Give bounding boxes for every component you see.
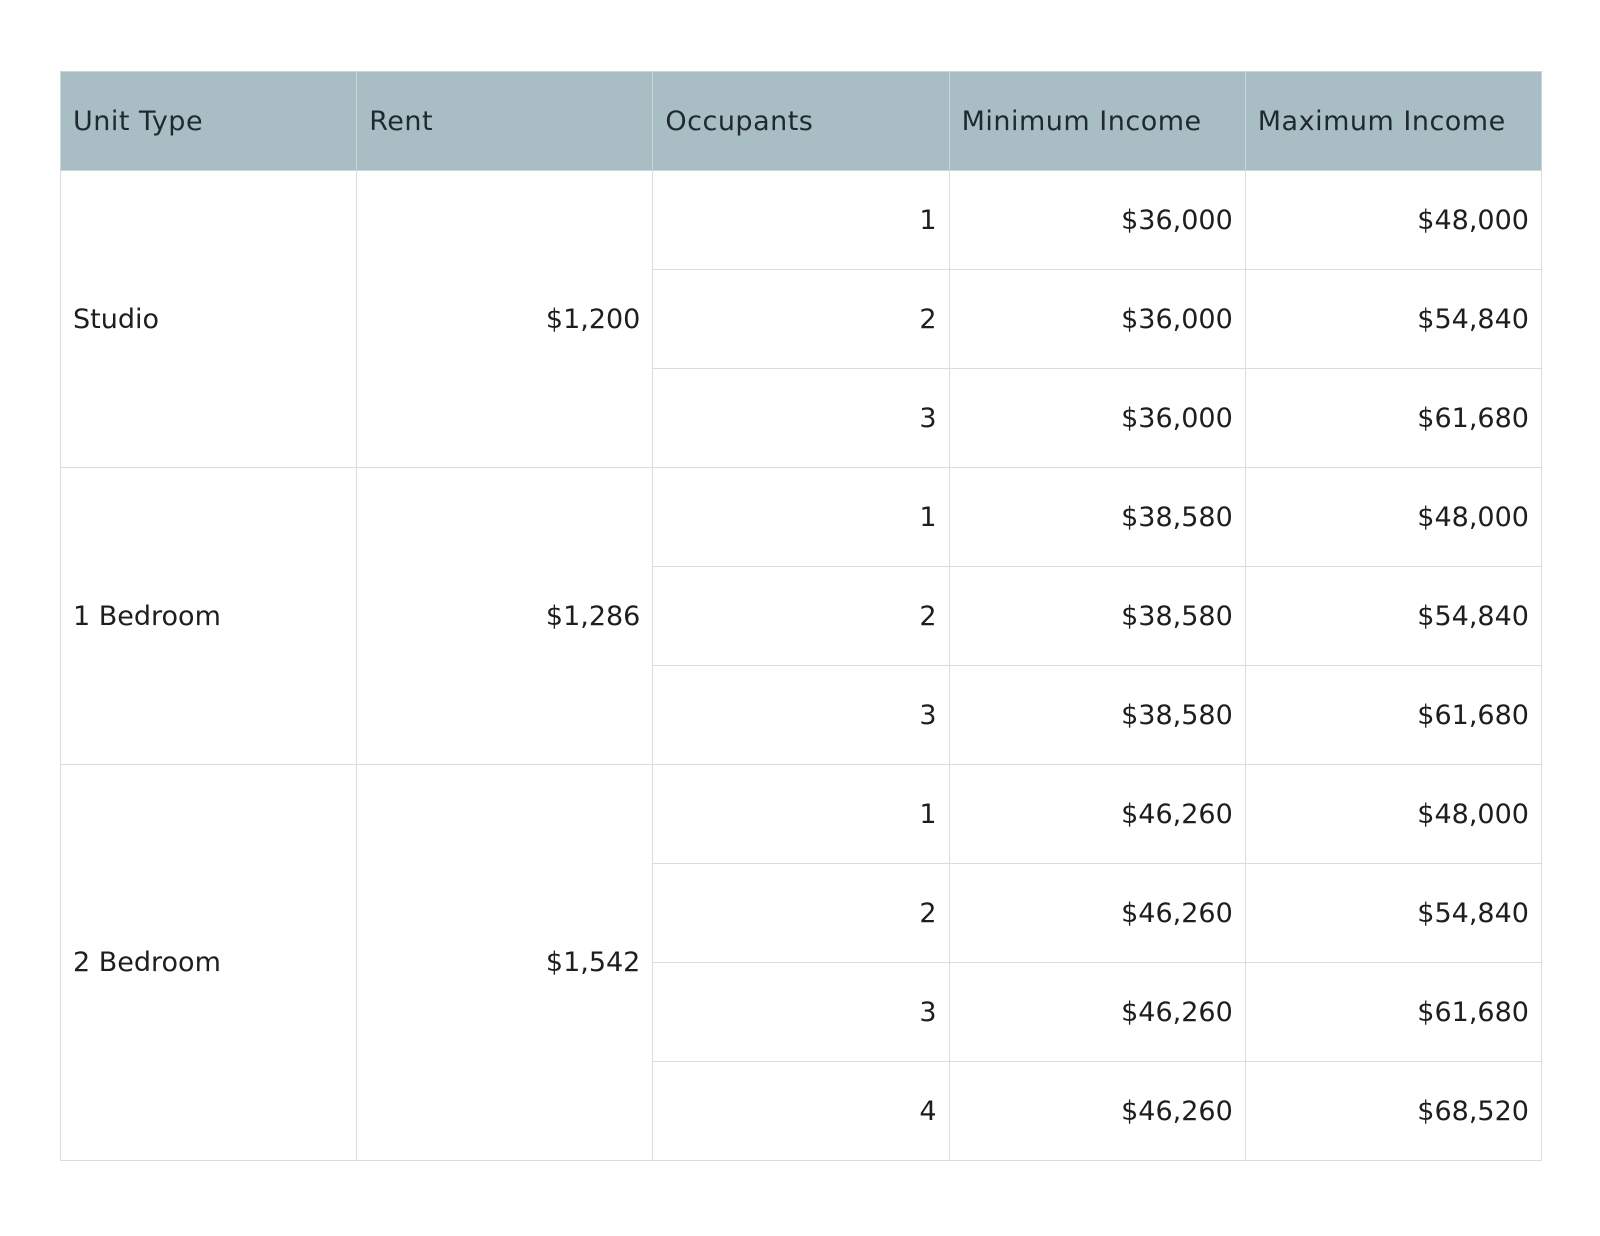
occupants-cell: 2 xyxy=(653,864,949,963)
minimum-income-cell: $38,580 xyxy=(949,666,1245,765)
maximum-income-cell: $61,680 xyxy=(1245,963,1541,1062)
maximum-income-cell: $54,840 xyxy=(1245,864,1541,963)
table-header xyxy=(61,72,1542,171)
header-rent: Rent xyxy=(357,72,653,171)
maximum-income-cell: $68,520 xyxy=(1245,1062,1541,1161)
occupants-cell: 3 xyxy=(653,666,949,765)
header-maximum-income: Maximum Income xyxy=(1245,72,1541,171)
occupants-cell: 1 xyxy=(653,765,949,864)
occupants-cell: 4 xyxy=(653,1062,949,1161)
minimum-income-cell: $36,000 xyxy=(949,171,1245,270)
table-row xyxy=(61,171,1542,270)
header-row xyxy=(61,72,1542,171)
occupants-cell: 3 xyxy=(653,369,949,468)
minimum-income-cell: $36,000 xyxy=(949,270,1245,369)
header-occupants: Occupants xyxy=(653,72,949,171)
header-minimum-income: Minimum Income xyxy=(949,72,1245,171)
header-unit-type: Unit Type xyxy=(61,72,357,171)
occupants-cell: 2 xyxy=(653,270,949,369)
rent-cell: $1,200 xyxy=(357,171,653,468)
income-limits-table xyxy=(60,71,1542,1161)
occupants-cell: 2 xyxy=(653,567,949,666)
table-row xyxy=(61,468,1542,567)
rent-cell: $1,286 xyxy=(357,468,653,765)
occupants-cell: 1 xyxy=(653,468,949,567)
minimum-income-cell: $46,260 xyxy=(949,864,1245,963)
minimum-income-cell: $46,260 xyxy=(949,963,1245,1062)
maximum-income-cell: $48,000 xyxy=(1245,171,1541,270)
maximum-income-cell: $61,680 xyxy=(1245,369,1541,468)
minimum-income-cell: $46,260 xyxy=(949,1062,1245,1161)
maximum-income-cell: $48,000 xyxy=(1245,468,1541,567)
minimum-income-cell: $36,000 xyxy=(949,369,1245,468)
table-body xyxy=(61,171,1542,1161)
rent-cell: $1,542 xyxy=(357,765,653,1161)
unit-type-cell: 1 Bedroom xyxy=(61,468,357,765)
table-row xyxy=(61,765,1542,864)
unit-type-cell: Studio xyxy=(61,171,357,468)
unit-type-cell: 2 Bedroom xyxy=(61,765,357,1161)
maximum-income-cell: $54,840 xyxy=(1245,270,1541,369)
occupants-cell: 3 xyxy=(653,963,949,1062)
minimum-income-cell: $38,580 xyxy=(949,567,1245,666)
minimum-income-cell: $38,580 xyxy=(949,468,1245,567)
occupants-cell: 1 xyxy=(653,171,949,270)
maximum-income-cell: $61,680 xyxy=(1245,666,1541,765)
minimum-income-cell: $46,260 xyxy=(949,765,1245,864)
maximum-income-cell: $48,000 xyxy=(1245,765,1541,864)
maximum-income-cell: $54,840 xyxy=(1245,567,1541,666)
